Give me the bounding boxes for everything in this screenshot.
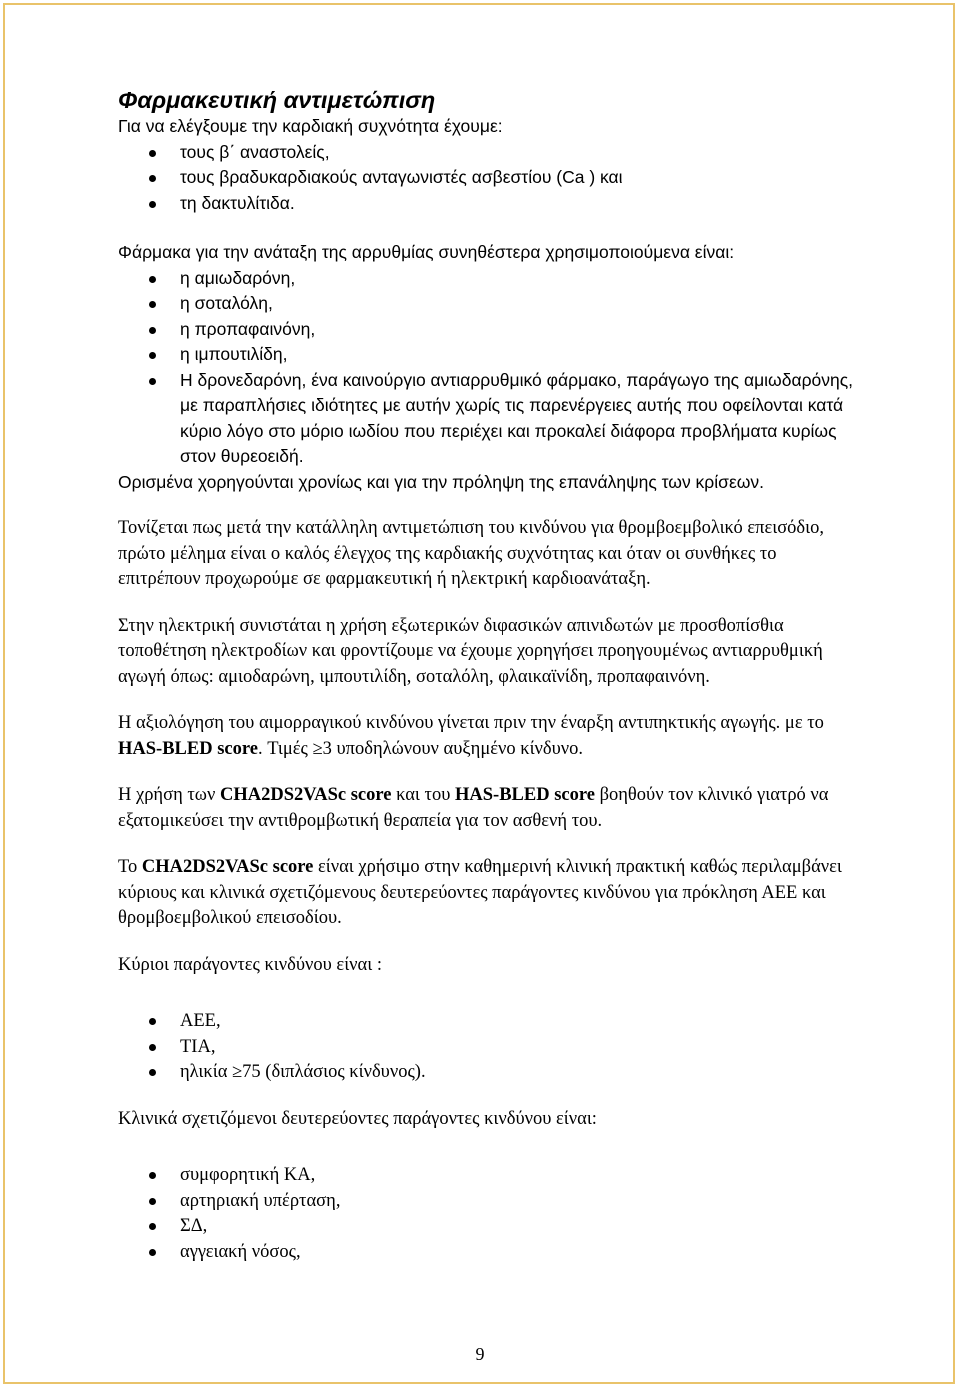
cha2ds2vasc-score-term: CHA2DS2VASc score — [219, 785, 392, 805]
rate-control-section — [118, 114, 858, 216]
text-span: . Τιμές ≥3 υποδηλώνουν αυξημένο κίνδυνο. — [257, 738, 584, 759]
list-item: η αμιωδαρόνη, — [118, 266, 858, 292]
text-span: είναι χρήσιμο στην καθημερινή κλινική πρακτική καθώς περιλαμβάνει κύριους και κλινικά σχετιζόμενους δευτερεύοντες παράγοντες κινδύνου για πρόκληση ΑΕΕ και θρομβοεμβολικού επεισοδίου. — [118, 857, 842, 928]
rate-control-intro: Για να ελέγξουμε την καρδιακή συχνότητα έχουμε: — [118, 116, 503, 136]
list-item: τους β΄ αναστολείς, — [118, 140, 858, 166]
rhythm-control-list — [118, 266, 858, 470]
major-factors-list — [118, 1009, 858, 1086]
rhythm-control-intro: Φάρμακα για την ανάταξη της αρρυθμίας συνηθέστερα χρησιμοποιούμενα είναι: — [118, 242, 735, 262]
paragraph-cha2ds2vasc — [118, 855, 858, 932]
paragraph-scores — [118, 783, 858, 834]
list-item: ΣΔ, — [118, 1214, 858, 1240]
list-item: η ιμπουτιλίδη, — [118, 342, 858, 368]
list-item: συμφορητική ΚΑ, — [118, 1163, 858, 1189]
text-span: βοηθούν τον κλινικό γιατρό να εξατομικεύσει την αντιθρομβωτική θεραπεία για τον ασθενή του. — [118, 785, 829, 831]
text-span: Η χρήση των — [118, 785, 220, 805]
list-item: Η δρονεδαρόνη, ένα καινούργιο αντιαρρυθμικό φάρμακο, παράγωγο της αμιωδαρόνης, με παραπλήσιες ιδιότητες με αυτήν χωρίς τις παρενέργειες αυτής που οφείλονται κατά κύριο λόγο στο μόριο ιωδίου που περιέχει και προκαλεί διάφορα προβλήματα κυρίως στον θυρεοειδή. — [118, 368, 858, 470]
text-span: Η αξιολόγηση του αιμορραγικού κινδύνου γίνεται πριν την έναρξη αντιπηκτικής αγωγής. με το — [118, 713, 824, 733]
section-heading: Φαρμακευτική αντιμετώπιση — [118, 87, 436, 113]
text-span: και του — [391, 785, 456, 805]
cha2ds2vasc-score-term: CHA2DS2VASc score — [141, 857, 314, 877]
list-item: αγγειακή νόσος, — [118, 1240, 858, 1266]
list-item: τη δακτυλίτιδα. — [118, 191, 858, 217]
paragraph-thromboembolic: Τονίζεται πως μετά την κατάλληλη αντιμετώπιση του κινδύνου για θρομβοεμβολικό επεισόδιο, πρώτο μέλημα είναι ο καλός έλεγχος της καρδιακής συχνότητας και όταν οι συνθήκες το επιτρέπουν προχωρούμε σε φαρμακευτική ή ηλεκτρική καρδιοανάταξη. — [118, 518, 824, 589]
list-item: TIA, — [118, 1035, 858, 1061]
list-item: ηλικία ≥75 (διπλάσιος κίνδυνος). — [118, 1060, 858, 1086]
list-item: η σοταλόλη, — [118, 291, 858, 317]
paragraph-electrical-cardioversion: Στην ηλεκτρική συνιστάται η χρήση εξωτερικών διφασικών απινιδωτών με προσθοπίσθια τοποθέτηση ηλεκτροδίων και φροντίζουμε να έχουμε χορηγήσει προηγουμένως αντιαρρυθμική αγωγή όπως: αμιοδαρώνη, ιμπουτιλίδη, σοταλόλη, φλαικαϊνίδη, προπαφαινόνη. — [118, 615, 823, 687]
document-body — [118, 86, 858, 1265]
minor-factors-list — [118, 1163, 858, 1265]
page-number: 9 — [475, 1344, 485, 1364]
list-item: τους βραδυκαρδιακούς ανταγωνιστές ασβεστίου (Ca ) και — [118, 165, 858, 191]
list-item: αρτηριακή υπέρταση, — [118, 1189, 858, 1215]
minor-factors-intro: Κλινικά σχετιζόμενοι δευτερεύοντες παράγοντες κινδύνου είναι: — [118, 1108, 597, 1129]
major-factors-intro: Κύριοι παράγοντες κινδύνου είναι : — [118, 954, 382, 975]
has-bled-score-term: HAS-BLED score — [455, 785, 595, 805]
rate-control-list — [118, 140, 858, 217]
list-item: ΑΕΕ, — [118, 1009, 858, 1035]
rhythm-control-section — [118, 240, 858, 495]
rhythm-control-outro: Ορισμένα χορηγούνται χρονίως και για την πρόληψη της επανάληψης των κρίσεων. — [118, 471, 765, 492]
paragraph-bleeding-risk — [118, 711, 858, 762]
list-item: η προπαφαινόνη, — [118, 317, 858, 343]
text-span: Το — [118, 857, 142, 877]
has-bled-score-term: HAS-BLED score — [118, 738, 258, 759]
